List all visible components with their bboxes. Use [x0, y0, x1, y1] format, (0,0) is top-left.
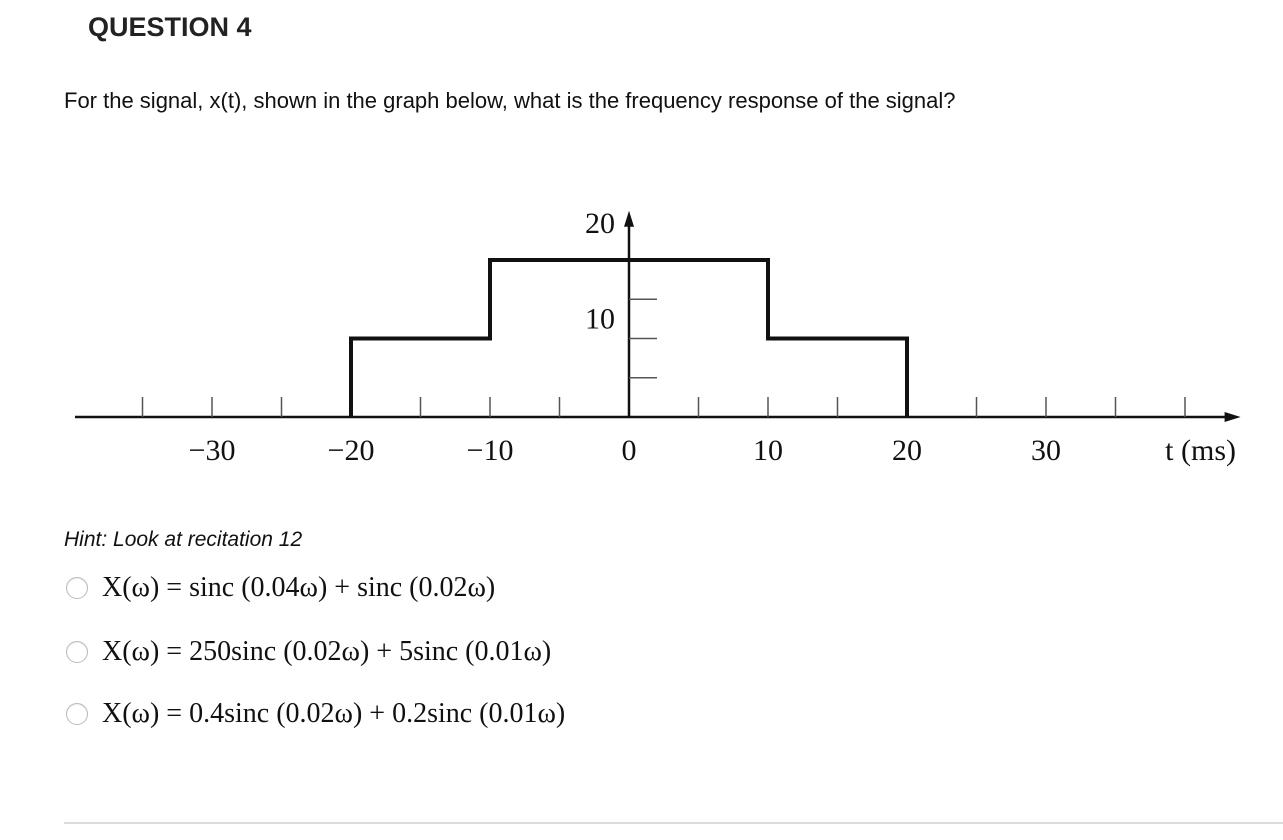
answer-option-1-label: X(ω) = sinc (0.04ω) + sinc (0.02ω) — [102, 572, 496, 603]
x-tick-label: −30 — [188, 434, 236, 467]
radio-button-1[interactable] — [66, 577, 88, 599]
question-title: QUESTION 4 — [88, 12, 252, 42]
answer-option-2[interactable] — [66, 634, 551, 670]
answer-option-1[interactable] — [66, 570, 495, 606]
radio-button-2[interactable] — [66, 641, 88, 663]
y-axis-arrowhead — [624, 211, 634, 227]
y-tick-label: 10 — [585, 302, 615, 336]
signal-graph — [0, 170, 1283, 480]
x-tick-label: −10 — [466, 434, 514, 467]
radio-button-3[interactable] — [66, 703, 88, 725]
question-text: For the signal, x(t), shown in the graph below, what is the frequency response of the signal? — [64, 88, 956, 113]
x-tick-label: −20 — [327, 434, 375, 467]
x-tick-label: 30 — [1031, 434, 1061, 467]
answer-option-3-label: X(ω) = 0.4sinc (0.02ω) + 0.2sinc (0.01ω) — [102, 698, 566, 729]
y-tick-label: 20 — [585, 207, 615, 240]
answer-option-2-label: X(ω) = 250sinc (0.02ω) + 5sinc (0.01ω) — [102, 636, 552, 667]
x-tick-label: 10 — [753, 434, 783, 467]
x-axis-label: t (ms) — [1165, 434, 1237, 467]
x-tick-label: 0 — [621, 434, 637, 467]
hint-text: Hint: Look at recitation 12 — [64, 528, 303, 551]
x-axis-arrowhead — [1225, 412, 1241, 422]
answer-option-3[interactable] — [66, 696, 565, 732]
bottom-divider — [64, 822, 1283, 824]
x-tick-label: 20 — [892, 434, 922, 467]
